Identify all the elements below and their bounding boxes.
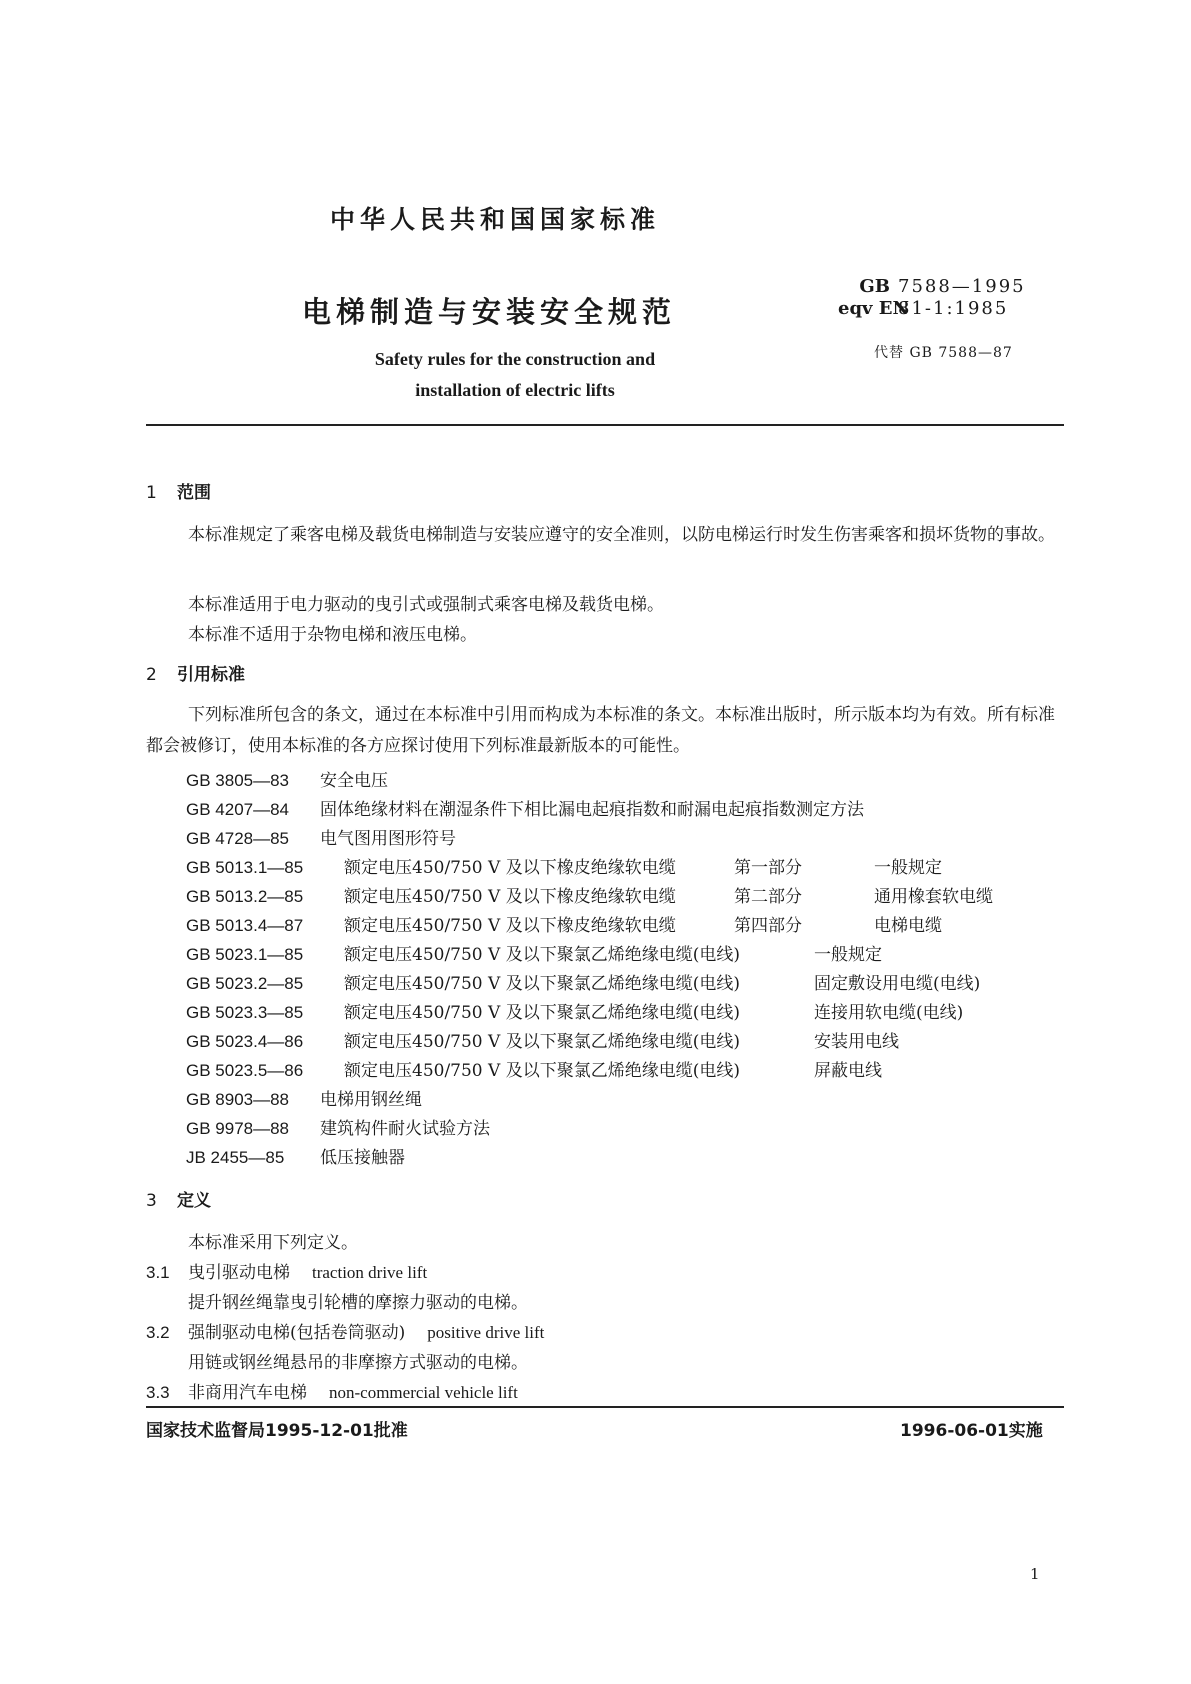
section-heading-references	[146, 660, 245, 685]
reference-item	[186, 766, 388, 791]
references-intro: 下列标准所包含的条文，通过在本标准中引用而构成为本标准的条文。本标准出版时，所示版本均为有效。所有标准都会被修订，使用本标准的各方应探讨使用下列标准最新版本的可能性。	[146, 705, 1055, 756]
section-number: 2	[146, 665, 157, 685]
section-heading-definitions	[146, 1186, 211, 1211]
definition-term-en: traction drive lift	[312, 1263, 428, 1282]
definition-description: 提升钢丝绳靠曳引轮槽的摩擦力驱动的电梯。	[188, 1293, 528, 1313]
reference-code: GB 5023.4—86	[186, 1032, 304, 1051]
reference-code: GB 5023.2—85	[186, 974, 304, 993]
definition-number: 3.3	[146, 1383, 170, 1402]
reference-subtitle: 电梯电缆	[874, 916, 942, 936]
reference-item	[186, 824, 456, 849]
reference-code: GB 5013.2—85	[186, 887, 304, 906]
definition-number: 3.2	[146, 1323, 170, 1342]
reference-item	[186, 1085, 422, 1110]
reference-item	[186, 1114, 490, 1139]
reference-part: 第四部分	[734, 916, 802, 936]
scope-paragraph-1: 本标准规定了乘客电梯及载货电梯制造与安装应遵守的安全准则，以防电梯运行时发生伤害乘客和损坏货物的事故。	[188, 525, 1055, 545]
header-divider	[146, 424, 1064, 426]
reference-title: 额定电压450/750 V 及以下聚氯乙烯绝缘电缆(电线)	[344, 945, 740, 965]
reference-code: GB 4728—85	[186, 829, 290, 848]
reference-item	[186, 853, 942, 878]
reference-item	[186, 1143, 405, 1168]
footer-divider	[146, 1406, 1064, 1408]
reference-item	[186, 882, 993, 907]
reference-subtitle: 一般规定	[874, 858, 942, 878]
definition-term	[146, 1258, 427, 1283]
approval-date: 国家技术监督局1995-12-01批准	[146, 1421, 408, 1441]
reference-code: GB 3805—83	[186, 771, 290, 790]
reference-title: 额定电压450/750 V 及以下聚氯乙烯绝缘电缆(电线)	[344, 974, 740, 994]
definitions-intro: 本标准采用下列定义。	[188, 1233, 358, 1253]
definition-description: 用链或钢丝绳悬吊的非摩擦方式驱动的电梯。	[188, 1353, 528, 1373]
reference-code: GB 9978—88	[186, 1119, 290, 1138]
definition-term-cn: 非商用汽车电梯	[188, 1383, 307, 1403]
reference-item	[186, 911, 942, 936]
reference-subtitle: 一般规定	[814, 945, 882, 965]
scope-paragraph-2: 本标准适用于电力驱动的曳引式或强制式乘客电梯及载货电梯。	[188, 595, 664, 615]
title-en-line-1: Safety rules for the construction and	[374, 349, 656, 369]
reference-code: GB 5023.3—85	[186, 1003, 304, 1022]
replaces-standard: 代替 GB 7588—87	[874, 345, 1013, 361]
definition-number: 3.1	[146, 1263, 170, 1282]
reference-item	[186, 998, 963, 1023]
reference-title: 建筑构件耐火试验方法	[320, 1119, 490, 1139]
reference-code: JB 2455—85	[186, 1148, 285, 1167]
scope-paragraph-3: 本标准不适用于杂物电梯和液压电梯。	[188, 625, 477, 645]
standard-number-block	[838, 276, 1026, 320]
document-title-cn: 电梯制造与安装安全规范	[302, 295, 677, 329]
reference-code: GB 5023.1—85	[186, 945, 304, 964]
standard-number-value: 7588—1995	[898, 276, 1026, 297]
standard-label: GB	[859, 276, 890, 297]
reference-title: 额定电压450/750 V 及以下聚氯乙烯绝缘电缆(电线)	[344, 1032, 740, 1052]
definition-term-en: positive drive lift	[427, 1323, 545, 1342]
document-title-en	[300, 344, 730, 406]
equivalent-label: eqv EN	[838, 298, 909, 319]
reference-title: 低压接触器	[320, 1148, 405, 1168]
reference-part: 第一部分	[734, 858, 802, 878]
reference-item	[186, 1027, 899, 1052]
reference-code: GB 4207—84	[186, 800, 290, 819]
title-en-line-2: installation of electric lifts	[415, 380, 615, 400]
reference-subtitle: 安装用电线	[814, 1032, 899, 1052]
reference-item	[186, 1056, 882, 1081]
reference-code: GB 5013.1—85	[186, 858, 304, 877]
reference-title: 额定电压450/750 V 及以下聚氯乙烯绝缘电缆(电线)	[344, 1003, 740, 1023]
equivalent-standard	[838, 298, 1026, 320]
section-title: 引用标准	[177, 665, 245, 685]
section-number: 1	[146, 483, 157, 503]
equivalent-number-value: 81-1:1985	[898, 298, 1009, 319]
reference-title: 安全电压	[320, 771, 388, 791]
reference-code: GB 5023.5—86	[186, 1061, 304, 1080]
definition-term	[146, 1318, 544, 1343]
reference-item	[186, 795, 864, 820]
section-title: 定义	[177, 1191, 211, 1211]
reference-subtitle: 通用橡套软电缆	[874, 887, 993, 907]
page-number: 1	[1030, 1565, 1040, 1583]
effective-date: 1996-06-01实施	[900, 1421, 1043, 1441]
reference-title: 固体绝缘材料在潮湿条件下相比漏电起痕指数和耐漏电起痕指数测定方法	[320, 800, 864, 820]
reference-item	[186, 969, 980, 994]
reference-title: 额定电压450/750 V 及以下橡皮绝缘软电缆	[344, 887, 676, 907]
section-heading-scope	[146, 478, 211, 503]
reference-subtitle: 固定敷设用电缆(电线)	[814, 974, 981, 994]
issuing-authority-heading: 中华人民共和国国家标准	[330, 205, 661, 234]
reference-title: 额定电压450/750 V 及以下橡皮绝缘软电缆	[344, 858, 676, 878]
reference-title: 额定电压450/750 V 及以下聚氯乙烯绝缘电缆(电线)	[344, 1061, 740, 1081]
reference-title: 额定电压450/750 V 及以下橡皮绝缘软电缆	[344, 916, 676, 936]
reference-item	[186, 940, 882, 965]
reference-code: GB 5013.4—87	[186, 916, 304, 935]
section-title: 范围	[177, 483, 211, 503]
standard-number	[838, 276, 1026, 298]
section-number: 3	[146, 1191, 157, 1211]
definition-term-en: non-commercial vehicle lift	[329, 1383, 518, 1402]
reference-subtitle: 屏蔽电线	[814, 1061, 882, 1081]
reference-part: 第二部分	[734, 887, 802, 907]
definition-term-cn: 曳引驱动电梯	[188, 1263, 290, 1283]
definition-term	[146, 1378, 518, 1403]
reference-title: 电梯用钢丝绳	[320, 1090, 422, 1110]
reference-subtitle: 连接用软电缆(电线)	[814, 1003, 964, 1023]
reference-title: 电气图用图形符号	[320, 829, 456, 849]
definition-term-cn: 强制驱动电梯(包括卷筒驱动)	[188, 1323, 406, 1343]
reference-code: GB 8903—88	[186, 1090, 290, 1109]
